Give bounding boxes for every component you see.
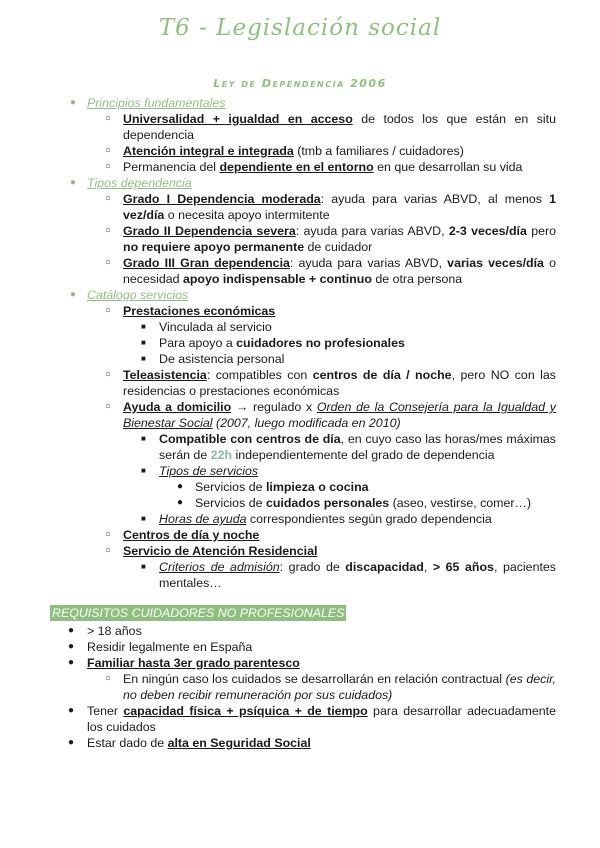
requisito-residencia: Residir legalmente en España — [87, 640, 253, 654]
bullet-dot: ● — [68, 705, 75, 716]
heading-requisitos: REQUISITOS CUIDADORES NO PROFESIONALES — [52, 606, 345, 620]
principio-2: Atención integral e integrada (tmb a familiares / cuidadores) — [123, 144, 464, 158]
bullet-circle: ○ — [105, 257, 112, 268]
principio-1: Universalidad + igualdad en acceso de todos los que están en situ dependencia — [123, 112, 556, 142]
tipo-grado-2: Grado II Dependencia severa: ayuda para varias ABVD, 2-3 veces/día pero no requiere apoyo permanente de cuidador — [123, 224, 556, 254]
bullet-square: ■ — [141, 434, 146, 443]
bullet-circle: ○ — [105, 673, 112, 684]
atencion-residencial: Servicio de Atención Residencial — [123, 544, 318, 558]
bullet-square: ■ — [141, 466, 146, 475]
bullet-dot: ● — [70, 177, 77, 188]
heading-catalogo: Catálogo servicios — [87, 288, 189, 302]
requisito-familiar-detalle: En ningún caso los cuidados se desarrollarán en relación contractual (es decir, no deben recibir remuneración por sus cuidados) — [123, 672, 556, 702]
bullet-dot: ● — [68, 657, 75, 668]
bullet-circle: ○ — [105, 225, 112, 236]
page-title: T6 - Legislación social — [158, 15, 442, 41]
bullet-dot: ● — [177, 497, 184, 508]
prest-item-3: De asistencia personal — [159, 352, 285, 366]
principio-3: Permanencia del dependiente en el entorno en que desarrollan su vida — [123, 160, 523, 174]
bullet-square: ■ — [141, 562, 146, 571]
requisito-familiar: Familiar hasta 3er grado parentesco — [87, 656, 300, 670]
tipo-grado-3: Grado III Gran dependencia: ayuda para varias ABVD, varias veces/día o necesidad apoyo indispensable + continuo de otra persona — [123, 256, 556, 286]
heading-principios: Principios fundamentales — [87, 96, 226, 110]
bullet-dot: ● — [70, 97, 77, 108]
bullet-dot: ● — [68, 641, 75, 652]
bullet-square: ■ — [141, 338, 146, 347]
bullet-dot: ● — [68, 625, 75, 636]
prestaciones: Prestaciones económicas — [123, 304, 276, 318]
bullet-circle: ○ — [105, 529, 112, 540]
requisito-edad: > 18 años — [87, 624, 142, 638]
requisito-alta: Estar dado de alta en Seguridad Social — [87, 736, 311, 750]
bullet-dot: ● — [68, 737, 75, 748]
bullet-circle: ○ — [105, 193, 112, 204]
compatible-centros: Compatible con centros de día, en cuyo caso las horas/mes máximas serán de 22h independientemente del grado de dependencia — [159, 432, 556, 462]
bullet-circle: ○ — [105, 161, 112, 172]
tipo-grado-1: Grado I Dependencia moderada: ayuda para varias ABVD, al menos 1 vez/día o necesita apoyo intermitente — [123, 192, 556, 222]
bullet-dot: ● — [70, 289, 77, 300]
bullet-circle: ○ — [105, 145, 112, 156]
bullet-dot: ● — [177, 481, 184, 492]
bullet-circle: ○ — [105, 401, 112, 412]
section-subtitle: Ley de Dependencia 2006 — [213, 77, 387, 90]
centros-dia-noche: Centros de día y noche — [123, 528, 260, 542]
bullet-circle: ○ — [105, 113, 112, 124]
ayuda-domicilio: Ayuda a domicilio → regulado x Orden de la Consejería para la Igualdad y Bienestar Social (2007, luego modificada en 2010) — [123, 400, 556, 430]
bullet-circle: ○ — [105, 369, 112, 380]
criterios-admision: Criterios de admisión: grado de discapacidad, > 65 años, pacientes mentales… — [159, 560, 556, 590]
tipos-servicios: Tipos de servicios — [159, 464, 259, 478]
heading-tipos: Tipos dependencia — [87, 176, 192, 190]
bullet-square: ■ — [141, 354, 146, 363]
teleasistencia: Teleasistencia: compatibles con centros de día / noche, pero NO con las residencias o prestaciones económicas — [123, 368, 556, 398]
bullet-circle: ○ — [105, 305, 112, 316]
servicio-limpieza: Servicios de limpieza o cocina — [195, 480, 369, 494]
horas-ayuda: Horas de ayuda correspondientes según grado dependencia — [159, 512, 492, 526]
bullet-circle: ○ — [105, 545, 112, 556]
bullet-square: ■ — [141, 322, 146, 331]
prest-item-1: Vinculada al servicio — [159, 320, 272, 334]
requisito-capacidad: Tener capacidad física + psíquica + de tiempo para desarrollar adecuadamente los cuidados — [87, 704, 556, 734]
servicio-cuidados: Servicios de cuidados personales (aseo, vestirse, comer…) — [195, 496, 532, 510]
bullet-square: ■ — [141, 514, 146, 523]
prest-item-2: Para apoyo a cuidadores no profesionales — [159, 336, 405, 350]
